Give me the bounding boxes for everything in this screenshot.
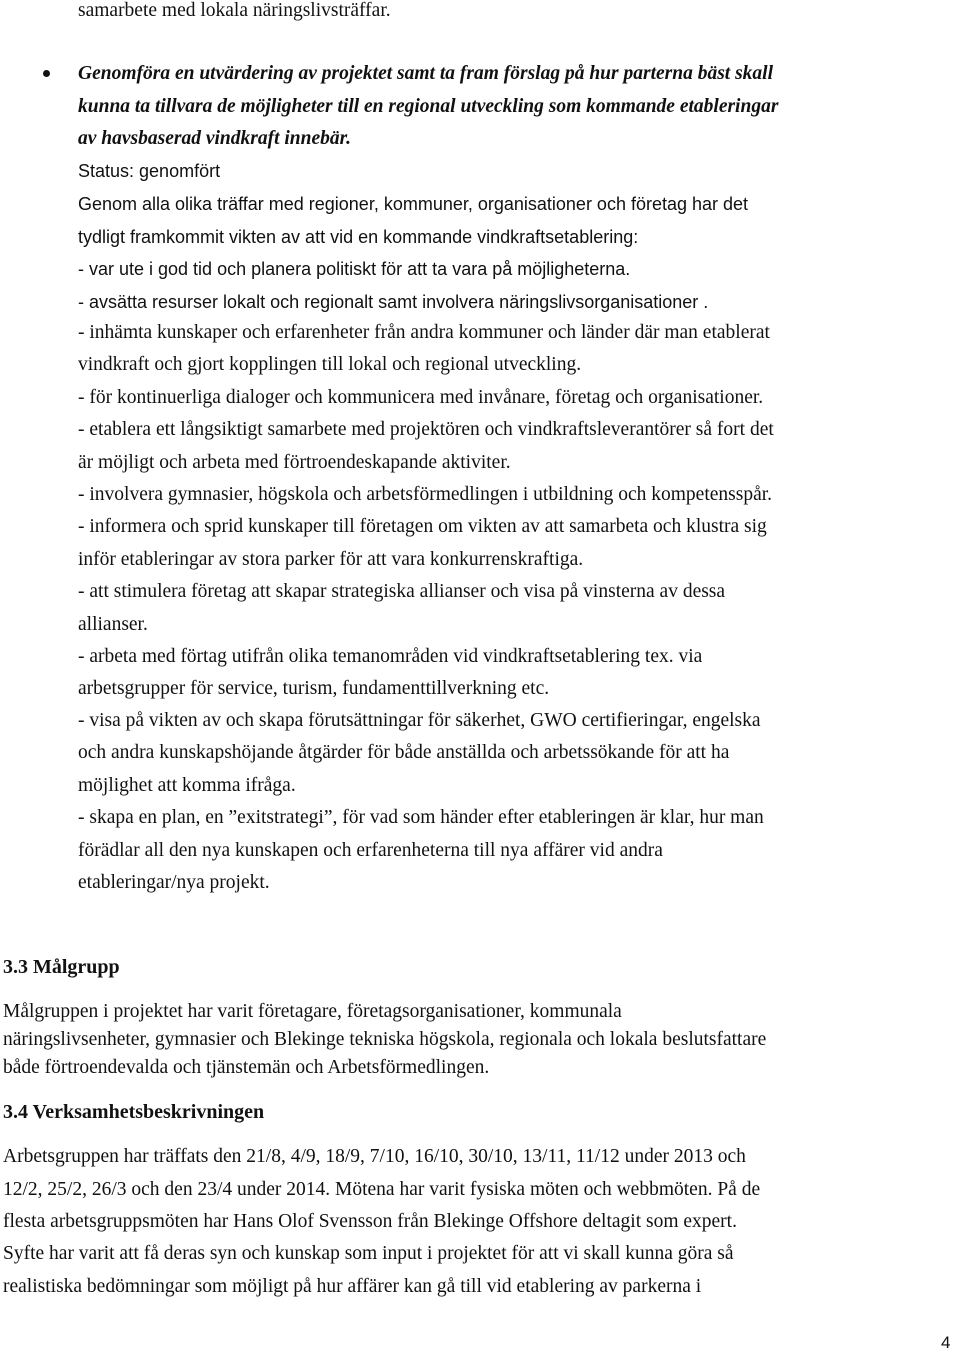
paragraph-line: flesta arbetsgruppsmöten har Hans Olof Svensson från Blekinge Offshore deltagit som expert. bbox=[3, 1211, 737, 1232]
list-line: - för kontinuerliga dialoger och kommunicera med invånare, företag och organisationer. bbox=[78, 387, 764, 408]
body-line: tydligt framkommit vikten av att vid en kommande vindkraftsetablering: bbox=[78, 227, 639, 247]
list-line: är möjligt och arbeta med förtroendeskapande aktiviter. bbox=[78, 452, 511, 473]
paragraph-line: realistiska bedömningar som möjligt på hur affärer kan gå till vid etablering av parkerna i bbox=[3, 1276, 702, 1297]
paragraph-line: Syfte har varit att få deras syn och kunskap som input i projektet för att vi skall kunna göra så bbox=[3, 1243, 734, 1264]
paragraph-line: Målgruppen i projektet har varit företagare, företagsorganisationer, kommunala bbox=[3, 1001, 622, 1022]
list-line: - att stimulera företag att skapar strategiska allianser och visa på vinsterna av dessa bbox=[78, 581, 726, 602]
bullet-icon bbox=[43, 70, 50, 77]
paragraph-line: Arbetsgruppen har träffats den 21/8, 4/9, 18/9, 7/10, 16/10, 30/10, 13/11, 11/12 under 2013 och bbox=[3, 1146, 746, 1167]
list-line: - arbeta med förtag utifrån olika temanområden vid vindkraftsetablering tex. via bbox=[78, 646, 703, 667]
body-line: - var ute i god tid och planera politiskt för att ta vara på möjligheterna. bbox=[78, 259, 631, 279]
list-line: arbetsgrupper för service, turism, fundamenttillverkning etc. bbox=[78, 678, 550, 699]
list-line: förädlar all den nya kunskapen och erfarenheterna till nya affärer vid andra bbox=[78, 840, 663, 861]
page-number: 4 bbox=[941, 1333, 951, 1352]
paragraph-line: både förtroendevalda och tjänstemän och Arbetsförmedlingen. bbox=[3, 1057, 490, 1078]
list-line: - informera och sprid kunskaper till företagen om vikten av att samarbeta och klustra sig bbox=[78, 516, 767, 537]
list-line: - skapa en plan, en ”exitstrategi”, för vad som händer efter etableringen är klar, hur man bbox=[78, 807, 764, 828]
list-line: vindkraft och gjort kopplingen till lokal och regional utveckling. bbox=[78, 354, 582, 375]
list-line: allianser. bbox=[78, 614, 148, 635]
section-heading: 3.3 Målgrupp bbox=[3, 956, 120, 978]
list-line: - involvera gymnasier, högskola och arbetsförmedlingen i utbildning och kompetensspår. bbox=[78, 484, 773, 505]
bullet-title-line: av havsbaserad vindkraft innebär. bbox=[78, 128, 352, 149]
bullet-title-line: kunna ta tillvara de möjligheter till en regional utveckling som kommande etableringar bbox=[78, 96, 779, 117]
list-line: etableringar/nya projekt. bbox=[78, 872, 270, 893]
list-line: och andra kunskapshöjande åtgärder för både anställda och arbetssökande för att ha bbox=[78, 742, 730, 763]
status-text: Status: genomfört bbox=[78, 161, 221, 181]
bullet-title-line: Genomföra en utvärdering av projektet samt ta fram förslag på hur parterna bäst skall bbox=[78, 63, 774, 84]
list-line: inför etableringar av stora parker för att vara konkurrenskraftiga. bbox=[78, 549, 584, 570]
list-line: möjlighet att komma ifråga. bbox=[78, 775, 296, 796]
list-line: - inhämta kunskaper och erfarenheter från andra kommuner och länder där man etablerat bbox=[78, 322, 770, 343]
paragraph-line: näringslivsenheter, gymnasier och Blekinge tekniska högskola, regionala och lokala beslutsfattare bbox=[3, 1029, 767, 1050]
list-line: - etablera ett långsiktigt samarbete med projektören och vindkraftsleverantörer så fort det bbox=[78, 419, 774, 440]
list-line: - visa på vikten av och skapa förutsättningar för säkerhet, GWO certifieringar, engelska bbox=[78, 710, 761, 731]
section-heading: 3.4 Verksamhetsbeskrivningen bbox=[3, 1101, 265, 1123]
body-line: Genom alla olika träffar med regioner, kommuner, organisationer och företag har det bbox=[78, 194, 749, 214]
paragraph-line: 12/2, 25/2, 26/3 och den 23/4 under 2014. Mötena har varit fysiska möten och webbmöten. På de bbox=[3, 1179, 761, 1200]
body-line: - avsätta resurser lokalt och regionalt samt involvera näringslivsorganisationer . bbox=[78, 292, 709, 312]
intro-line: samarbete med lokala näringslivsträffar. bbox=[78, 0, 391, 21]
